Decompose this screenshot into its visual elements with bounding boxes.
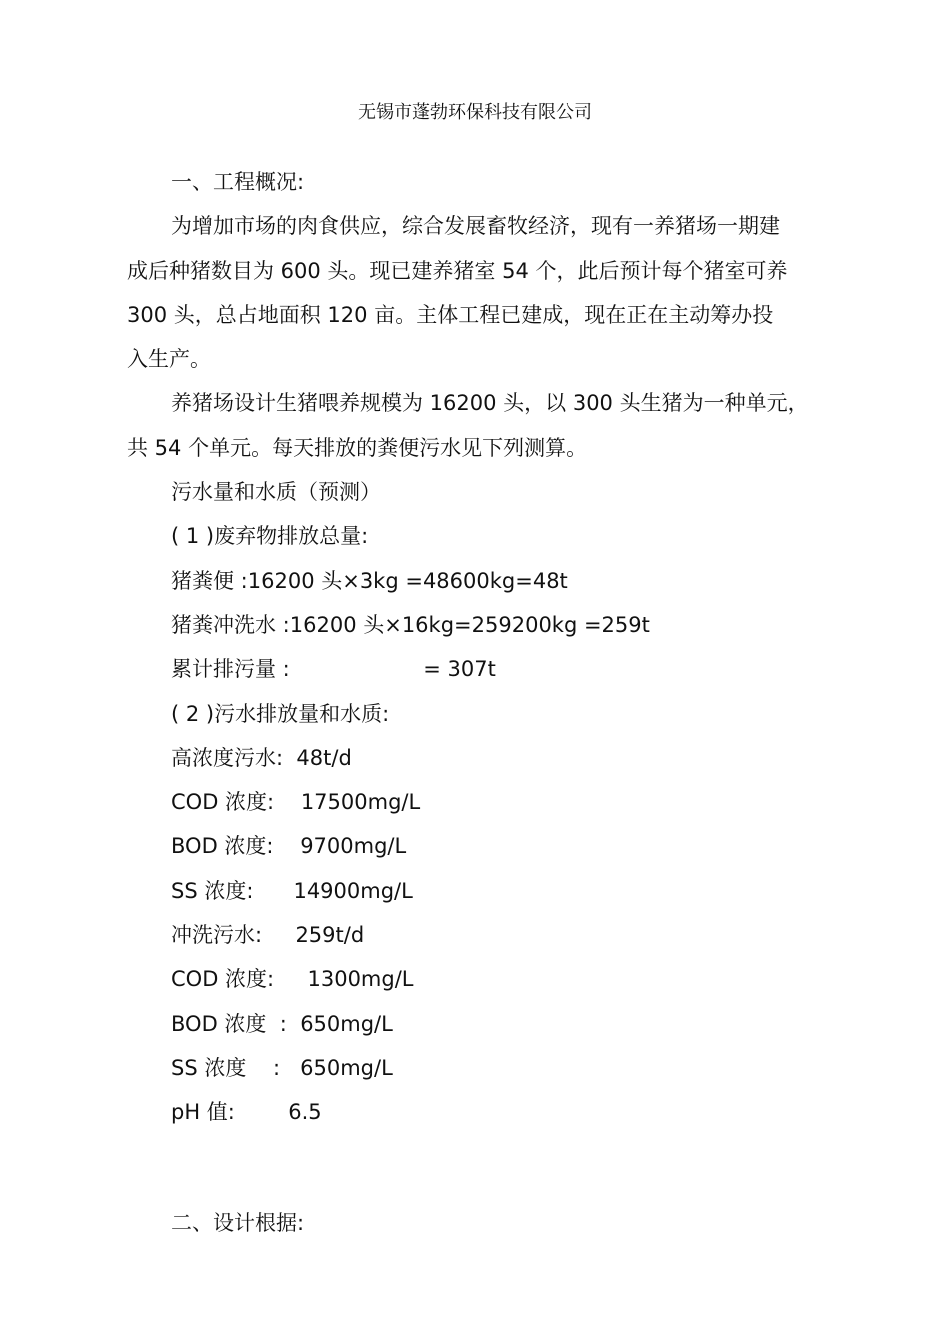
text-line: SS 浓度 : 650mg/L: [171, 1055, 393, 1080]
paragraph-scale: [127, 381, 827, 470]
paragraph-overview: [127, 204, 827, 381]
section-gap: [127, 1135, 827, 1201]
text-line: 累计排污量 : = 307t: [171, 657, 496, 682]
paragraph-line: 成后种猪数目为 600 头。现已建养猪室 54 个，此后预计每个猪室可养: [127, 258, 788, 283]
text-line: COD 浓度: 17500mg/L: [171, 790, 421, 815]
company-header: 无锡市蓬勃环保科技有限公司: [358, 102, 592, 123]
text-line: SS 浓度: 14900mg/L: [171, 878, 413, 903]
text-line: 猪粪冲洗水 :16200 头×16kg=259200kg =259t: [171, 612, 650, 637]
text-line: COD 浓度: 1300mg/L: [171, 967, 414, 992]
paragraph-line: 300 头，总占地面积 120 亩。主体工程已建成，现在正在主动筹办投: [127, 302, 774, 327]
text-line: ( 2 )污水排放量和水质:: [171, 701, 390, 726]
text-line: 高浓度污水: 48t/d: [171, 745, 352, 770]
text-line: ( 1 )废弃物排放总量:: [171, 524, 369, 549]
text-line: 污水量和水质（预测）: [171, 480, 381, 505]
text-line: BOD 浓度: 9700mg/L: [171, 834, 407, 859]
paragraph-line: 入生产。: [127, 347, 211, 372]
text-line: 猪粪便 :16200 头×3kg =48600kg=48t: [171, 568, 568, 593]
text-line: 冲洗污水: 259t/d: [171, 923, 365, 948]
paragraph-line: 共 54 个单元。每天排放的粪便污水见下列测算。: [127, 435, 588, 460]
text-line: pH 值: 6.5: [171, 1100, 322, 1125]
paragraph-line: 为增加市场的肉食供应，综合发展畜牧经济，现有一养猪场一期建: [171, 214, 780, 239]
paragraph-line: 养猪场设计生猪喂养规模为 16200 头，以 300 头生猪为一种单元，: [171, 391, 809, 416]
section-heading-overview: 一、工程概况:: [171, 170, 305, 194]
document-body: [127, 160, 827, 1245]
text-line: BOD 浓度 : 650mg/L: [171, 1011, 393, 1036]
section-heading-design-basis: 二、设计根据:: [171, 1210, 305, 1235]
